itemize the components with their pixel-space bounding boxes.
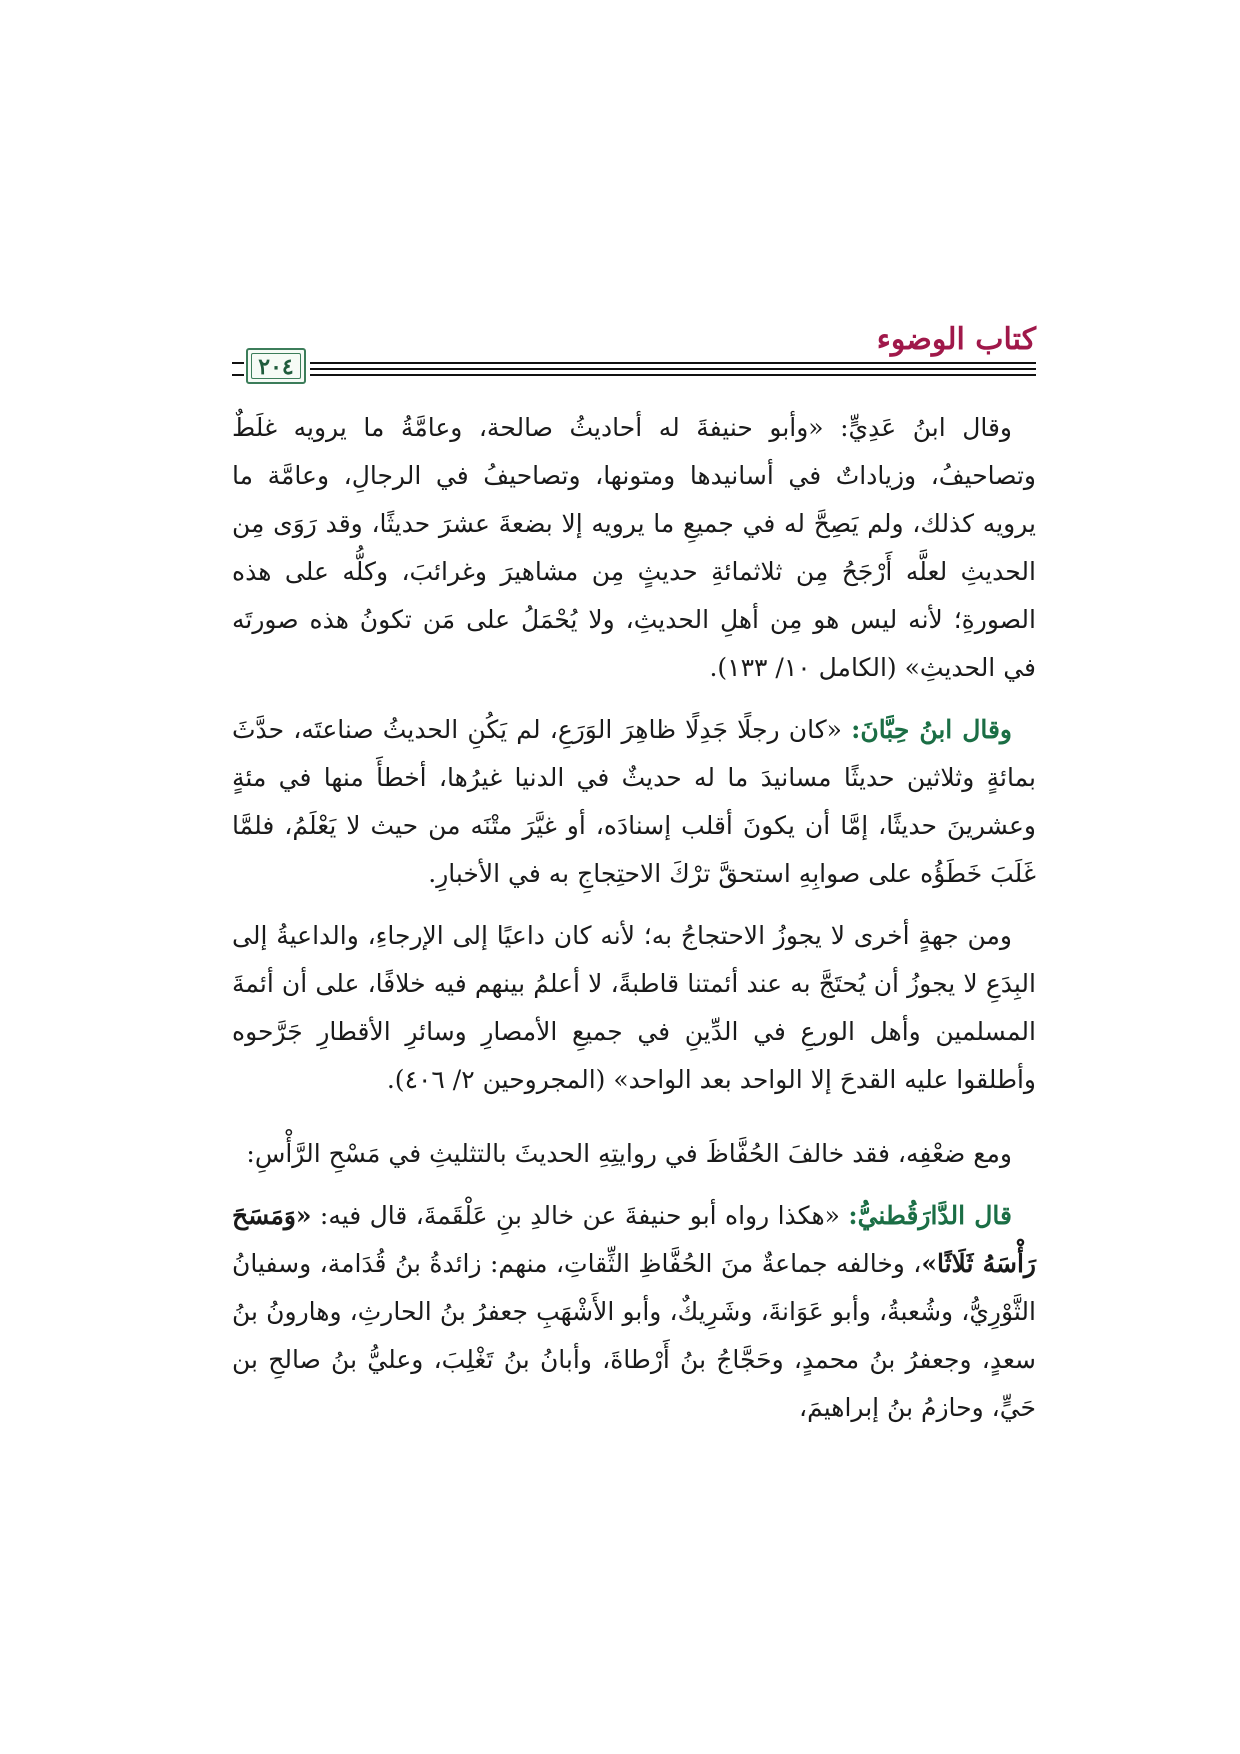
paragraph-daraqutni xyxy=(232,1192,1036,1432)
page-body xyxy=(232,404,1036,1446)
header-rule-left-1 xyxy=(232,362,244,364)
paragraph-text: «كان رجلًا جَدِلًا ظاهِرَ الوَرَعِ، لم يَكُنِ الحديثُ صناعتَه، حدَّثَ بمائةٍ وثلاثين حديثًا مسانيدَ ما له حديثٌ في الدنيا غيرُها، أخطأَ منها في مئةٍ وعشرينَ حديثًا، إمَّا أن يكونَ أقلب إسنادَه، أو غيَّرَ متْنَه من حيث لا يَعْلَمُ، فلمَّا غَلَبَ خَطَؤُه على صوابِهِ استحقَّ ترْكَ الاحتِجاجِ به في الأخبارِ. xyxy=(232,715,1036,888)
paragraph-text: ، وخالفه جماعةٌ منَ الحُفَّاظِ الثِّقاتِ، منهم: زائدةُ بنُ قُدَامة، وسفيانُ الثَّوْرِيُّ، وشُعبةُ، وأبو عَوَانةَ، وشَرِيكٌ، وأبو الأَشْهَبِ جعفرُ بنُ الحارثِ، وهارونُ بنُ سعدٍ، وجعفرُ بنُ محمدٍ، وحَجَّاجُ بنُ أَرْطاةَ، وأبانُ بنُ تَغْلِبَ، وعليُّ بنُ صالحِ بن حَيٍّ، وحازمُ بنُ إبراهيمَ، xyxy=(232,1249,1036,1422)
paragraph-text: «هكذا رواه أبو حنيفةَ عن خالدِ بنِ عَلْقَمةَ، قال فيه: xyxy=(311,1201,849,1230)
paragraph-text: وقال ابنُ عَدِيٍّ: «وأبو حنيفةَ له أحاديثُ صالحة، وعامَّةُ ما يرويه غلَطٌ وتصاحيفُ، وزياداتٌ في أسانيدها ومتونها، وتصاحيفُ في الرجالِ، وعامَّة ما يرويه كذلك، ولم يَصِحَّ له في جميعِ ما يرويه إلا بضعةَ عشرَ حديثًا، وقد رَوَى مِن الحديثِ لعلَّه أَرْجَحُ مِن ثلاثمائةِ حديثٍ مِن مشاهيرَ وغرائبَ، وكلُّه على هذه الصورةِ؛ لأنه ليس هو مِن أهلِ الحديثِ، ولا يُحْمَلُ على مَن تكونُ هذه صورتَه في الحديثِ» (الكامل ١٠/ ١٣٣). xyxy=(232,413,1036,682)
header-rule-3 xyxy=(310,374,1036,376)
paragraph-ibn-hibban xyxy=(232,706,1036,898)
header-rule-left-2 xyxy=(232,374,244,376)
paragraph-text: ومع ضعْفِه، فقد خالفَ الحُفَّاظَ في روايتِهِ الحديثَ بالتثليثِ في مَسْحِ الرَّأْسِ: xyxy=(246,1139,1012,1168)
speaker-label: قال الدَّارَقُطنيُّ: xyxy=(848,1201,1012,1230)
header-rule-1 xyxy=(310,362,1036,364)
hadith-quote: «وَمَسَحَ رَأْسَهُ ثَلَاثًا» xyxy=(232,1201,1036,1278)
paragraph-ibn-adi xyxy=(232,404,1036,692)
chapter-title: كتاب الوضوء xyxy=(876,322,1036,357)
page-number: ٢٠٤ xyxy=(258,354,294,380)
paragraph-weakness xyxy=(232,1130,1036,1178)
paragraph-other-aspect xyxy=(232,912,1036,1104)
speaker-label: وقال ابنُ حِبَّانَ: xyxy=(851,715,1013,744)
page-number-frame xyxy=(246,348,306,384)
page-header xyxy=(232,322,1036,382)
paragraph-text: ومن جهةٍ أخرى لا يجوزُ الاحتجاجُ به؛ لأنه كان داعيًا إلى الإرجاءِ، والداعيةُ إلى البِدَعِ لا يجوزُ أن يُحتَجَّ به عند أئمتنا قاطبةً، لا أعلمُ بينهم فيه خلافًا، على أن أئمةَ المسلمين وأهل الورعِ في الدِّينِ في جميعِ الأمصارِ وسائرِ الأقطارِ جَرَّحوه وأطلقوا عليه القدحَ إلا الواحد بعد الواحد» (المجروحين ٢/ ٤٠٦). xyxy=(232,921,1036,1094)
header-rule-2 xyxy=(310,368,1036,370)
